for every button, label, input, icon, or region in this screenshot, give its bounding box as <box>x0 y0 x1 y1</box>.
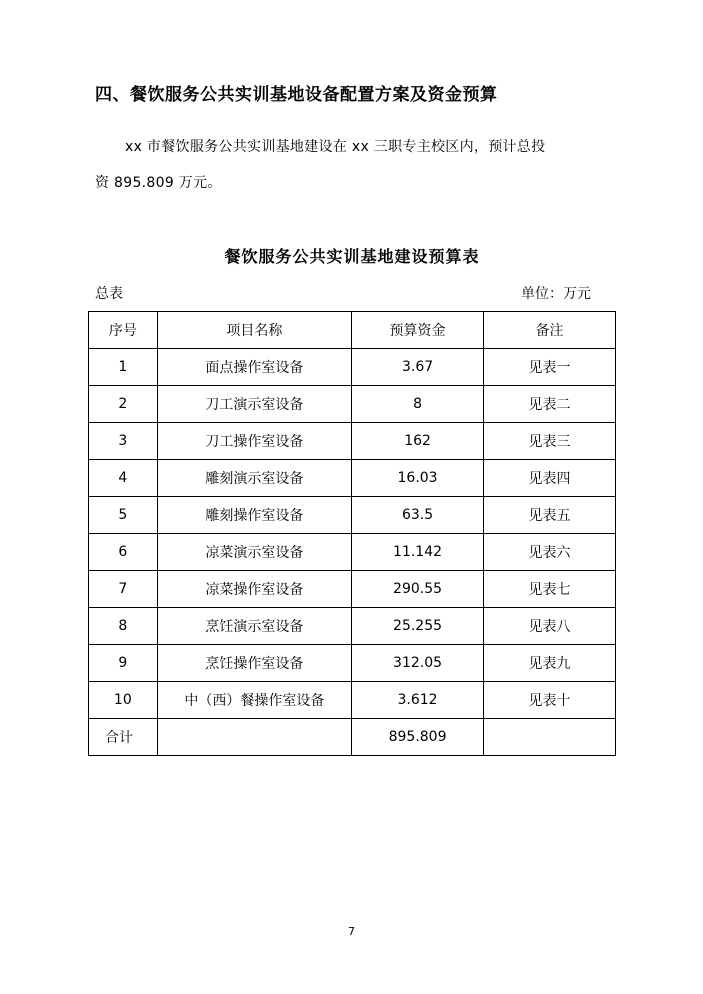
intro-paragraph-line-1: xx 市餐饮服务公共实训基地建设在 xx 三职专主校区内，预计总投 <box>125 139 546 155</box>
cell-name: 雕刻演示室设备 <box>157 460 351 497</box>
total-empty-name-cell <box>157 719 351 756</box>
cell-note: 见表五 <box>484 497 616 534</box>
cell-note: 见表四 <box>484 460 616 497</box>
table-row <box>89 534 616 571</box>
table-total-row <box>89 719 616 756</box>
cell-note: 见表九 <box>484 645 616 682</box>
table-row <box>89 386 616 423</box>
table-title: 餐饮服务公共实训基地建设预算表 <box>224 247 480 266</box>
cell-no: 10 <box>89 682 158 719</box>
cell-note: 见表三 <box>484 423 616 460</box>
table-row <box>89 349 616 386</box>
cell-budget: 11.142 <box>352 534 484 571</box>
total-label: 合计 <box>89 719 158 756</box>
cell-name: 面点操作室设备 <box>157 349 351 386</box>
header-note: 备注 <box>484 312 616 349</box>
cell-no: 3 <box>89 423 158 460</box>
section-heading: 四、餐饮服务公共实训基地设备配置方案及资金预算 <box>95 85 498 105</box>
cell-no: 1 <box>89 349 158 386</box>
cell-name: 烹饪演示室设备 <box>157 608 351 645</box>
cell-no: 9 <box>89 645 158 682</box>
cell-budget: 16.03 <box>352 460 484 497</box>
cell-no: 8 <box>89 608 158 645</box>
cell-name: 凉菜演示室设备 <box>157 534 351 571</box>
cell-budget: 290.55 <box>352 571 484 608</box>
cell-name: 烹饪操作室设备 <box>157 645 351 682</box>
cell-budget: 25.255 <box>352 608 484 645</box>
table-row <box>89 497 616 534</box>
cell-name: 中（西）餐操作室设备 <box>157 682 351 719</box>
header-budget: 预算资金 <box>352 312 484 349</box>
table-row <box>89 423 616 460</box>
cell-no: 7 <box>89 571 158 608</box>
table-row <box>89 460 616 497</box>
cell-note: 见表二 <box>484 386 616 423</box>
cell-no: 6 <box>89 534 158 571</box>
cell-no: 4 <box>89 460 158 497</box>
cell-name: 凉菜操作室设备 <box>157 571 351 608</box>
cell-budget: 3.612 <box>352 682 484 719</box>
cell-note: 见表六 <box>484 534 616 571</box>
cell-budget: 8 <box>352 386 484 423</box>
page-number: 7 <box>348 925 355 938</box>
total-empty-note-cell <box>484 719 616 756</box>
cell-name: 雕刻操作室设备 <box>157 497 351 534</box>
cell-note: 见表十 <box>484 682 616 719</box>
cell-name: 刀工操作室设备 <box>157 423 351 460</box>
table-row <box>89 571 616 608</box>
cell-budget: 63.5 <box>352 497 484 534</box>
intro-paragraph-line-2: 资 895.809 万元。 <box>95 175 222 191</box>
cell-note: 见表八 <box>484 608 616 645</box>
cell-no: 2 <box>89 386 158 423</box>
header-name: 项目名称 <box>157 312 351 349</box>
cell-budget: 162 <box>352 423 484 460</box>
header-no: 序号 <box>89 312 158 349</box>
table-unit-label: 单位：万元 <box>521 286 591 302</box>
table-row <box>89 608 616 645</box>
cell-budget: 3.67 <box>352 349 484 386</box>
cell-name: 刀工演示室设备 <box>157 386 351 423</box>
cell-budget: 312.05 <box>352 645 484 682</box>
cell-note: 见表七 <box>484 571 616 608</box>
total-value: 895.809 <box>352 719 484 756</box>
budget-table <box>88 311 616 756</box>
cell-note: 见表一 <box>484 349 616 386</box>
cell-no: 5 <box>89 497 158 534</box>
table-row <box>89 682 616 719</box>
table-row <box>89 645 616 682</box>
table-header-row <box>89 312 616 349</box>
table-left-label: 总表 <box>95 286 123 302</box>
